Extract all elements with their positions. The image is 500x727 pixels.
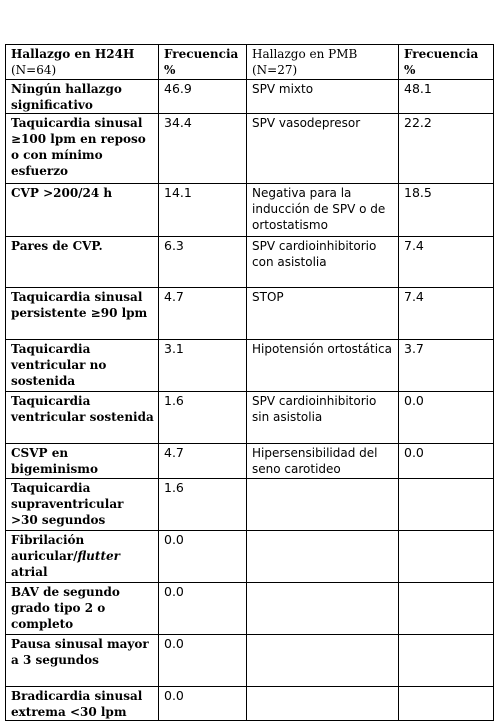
table-row	[6, 392, 494, 444]
cell-pmb: STOP	[247, 288, 399, 340]
cell-freq2: 0.0	[399, 444, 494, 479]
cell-h24h-italic: flutter	[77, 549, 120, 563]
cell-freq1: 34.4	[159, 114, 247, 184]
cell-freq2: 48.1	[399, 80, 494, 114]
cell-pmb	[247, 479, 399, 531]
cell-freq1: 3.1	[159, 340, 247, 392]
cell-freq1: 0.0	[159, 687, 247, 721]
cell-pmb	[247, 687, 399, 721]
cell-pmb	[247, 531, 399, 583]
cell-freq1: 6.3	[159, 237, 247, 288]
cell-h24h-text-end: atrial	[11, 565, 48, 579]
header-h24h	[6, 45, 159, 80]
header-h24h-title: Hallazgo en H24H	[11, 47, 135, 61]
cell-h24h: Taquicardia sinusal persistente ≥90 lpm	[6, 288, 159, 340]
header-freq1-unit: %	[164, 63, 176, 77]
cell-h24h: Taquicardia ventricular sostenida	[6, 392, 159, 444]
table-row	[6, 80, 494, 114]
cell-h24h: Ningún hallazgo significativo	[6, 80, 159, 114]
cell-freq1: 4.7	[159, 444, 247, 479]
table-header-row	[6, 45, 494, 80]
cell-freq1: 0.0	[159, 635, 247, 687]
table-row	[6, 237, 494, 288]
cell-freq2	[399, 479, 494, 531]
cell-freq2	[399, 687, 494, 721]
cell-freq1: 4.7	[159, 288, 247, 340]
cell-freq2	[399, 583, 494, 635]
cell-h24h: CSVP en bigeminismo	[6, 444, 159, 479]
cell-pmb	[247, 583, 399, 635]
cell-freq1: 0.0	[159, 583, 247, 635]
table-row	[6, 444, 494, 479]
cell-freq2: 3.7	[399, 340, 494, 392]
header-freq1-title: Frecuencia	[164, 47, 239, 61]
cell-freq2: 18.5	[399, 184, 494, 237]
table-row	[6, 635, 494, 687]
cell-freq1: 14.1	[159, 184, 247, 237]
cell-pmb: Hipotensión ortostática	[247, 340, 399, 392]
cell-freq1: 0.0	[159, 531, 247, 583]
header-freq2	[399, 45, 494, 80]
table-row	[6, 583, 494, 635]
cell-h24h-text: Fibrilación auricular/	[11, 533, 85, 563]
cell-h24h: CVP >200/24 h	[6, 184, 159, 237]
table-row	[6, 340, 494, 392]
header-freq2-title: Frecuencia	[404, 47, 479, 61]
cell-pmb: Negativa para la inducción de SPV o de ortostatismo	[247, 184, 399, 237]
cell-pmb: Hipersensibilidad del seno carotideo	[247, 444, 399, 479]
cell-pmb: SPV mixto	[247, 80, 399, 114]
cell-freq1: 1.6	[159, 392, 247, 444]
header-pmb	[247, 45, 399, 80]
table-row	[6, 687, 494, 721]
header-freq2-unit: %	[404, 63, 416, 77]
findings-table	[5, 44, 494, 721]
cell-h24h: Taquicardia sinusal ≥100 lpm en reposo o con mínimo esfuerzo	[6, 114, 159, 184]
header-h24h-n: (N=64)	[11, 63, 57, 77]
cell-freq2: 22.2	[399, 114, 494, 184]
cell-pmb	[247, 635, 399, 687]
cell-pmb: SPV vasodepresor	[247, 114, 399, 184]
cell-freq2: 7.4	[399, 288, 494, 340]
cell-freq1: 46.9	[159, 80, 247, 114]
table-row	[6, 531, 494, 583]
header-freq1	[159, 45, 247, 80]
cell-h24h: Pares de CVP.	[6, 237, 159, 288]
cell-freq2: 0.0	[399, 392, 494, 444]
cell-pmb: SPV cardioinhibitorio sin asistolia	[247, 392, 399, 444]
cell-h24h: Taquicardia ventricular no sostenida	[6, 340, 159, 392]
header-pmb-n: (N=27)	[252, 63, 298, 77]
cell-h24h: Pausa sinusal mayor a 3 segundos	[6, 635, 159, 687]
cell-freq2	[399, 531, 494, 583]
cell-pmb: SPV cardioinhibitorio con asistolia	[247, 237, 399, 288]
header-pmb-title: Hallazgo en PMB	[252, 47, 358, 61]
cell-h24h: Bradicardia sinusal extrema <30 lpm	[6, 687, 159, 721]
table-row	[6, 114, 494, 184]
cell-h24h	[6, 531, 159, 583]
cell-h24h: BAV de segundo grado tipo 2 o completo	[6, 583, 159, 635]
cell-freq2: 7.4	[399, 237, 494, 288]
cell-h24h: Taquicardia supraventricular >30 segundos	[6, 479, 159, 531]
cell-freq1: 1.6	[159, 479, 247, 531]
table-row	[6, 184, 494, 237]
table-row	[6, 479, 494, 531]
cell-freq2	[399, 635, 494, 687]
table-row	[6, 288, 494, 340]
